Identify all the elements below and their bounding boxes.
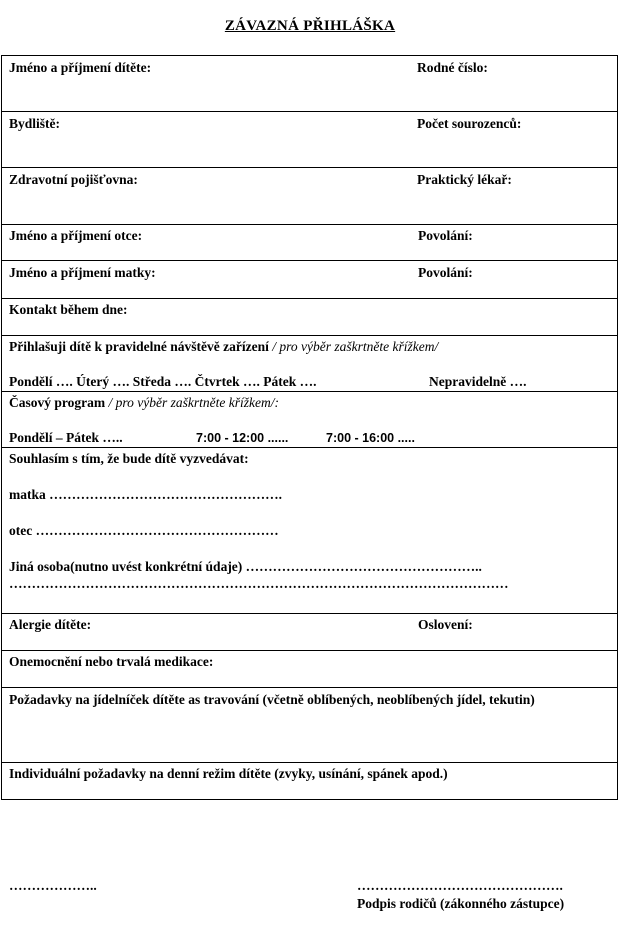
row-mother[interactable] [2, 261, 617, 299]
label-father-job: Povolání: [418, 228, 473, 243]
date-line[interactable]: ……………….. [9, 878, 97, 893]
row-schedule[interactable] [2, 392, 617, 448]
attendance-days[interactable]: Pondělí …. Úterý …. Středa …. Čtvrtek …. Pátek …. [9, 374, 317, 389]
label-birth-number: Rodné číslo: [417, 60, 488, 75]
label-contact: Kontakt během dne: [9, 302, 128, 317]
label-doctor: Praktický lékař: [417, 172, 512, 187]
signature-label: Podpis rodičů (zákonného zástupce) [357, 896, 565, 911]
label-pickup: Souhlasím s tím, že bude dítě vyzvedávat: [9, 451, 249, 466]
label-schedule: Časový program [9, 395, 106, 410]
label-routine: Individuální požadavky na denní režim dítěte (zvyky, usínání, spánek apod.) [9, 766, 448, 781]
label-insurance: Zdravotní pojišťovna: [9, 172, 138, 187]
pickup-mother-line[interactable]: matka ……………………………………………. [9, 487, 282, 502]
row-father[interactable] [2, 225, 617, 261]
registration-form [1, 55, 618, 800]
signature-line[interactable]: ………………………………………. [357, 878, 563, 893]
label-salutation: Oslovení: [418, 617, 473, 632]
pickup-father-line[interactable]: otec ……………………………………………… [9, 523, 279, 538]
row-attendance[interactable] [2, 336, 617, 392]
schedule-option-full-day[interactable]: 7:00 - 16:00 ..... [326, 431, 415, 445]
row-child-name[interactable] [2, 56, 617, 112]
label-address: Bydliště: [9, 116, 61, 131]
form-title: ZÁVAZNÁ PŘIHLÁŠKA [224, 18, 396, 34]
schedule-heading [9, 395, 279, 411]
row-contact[interactable] [2, 299, 617, 336]
label-child-name: Jméno a příjmení dítěte: [9, 60, 152, 75]
row-allergy[interactable] [2, 614, 617, 651]
attendance-heading [9, 339, 438, 355]
label-illness: Onemocnění nebo trvalá medikace: [9, 654, 214, 669]
row-diet[interactable] [2, 688, 617, 763]
attendance-irregular[interactable]: Nepravidelně …. [429, 374, 527, 389]
schedule-option-morning[interactable]: 7:00 - 12:00 ...... [196, 431, 289, 445]
label-allergy: Alergie dítěte: [9, 617, 92, 632]
label-mother-name: Jméno a příjmení matky: [9, 265, 156, 280]
row-address[interactable] [2, 112, 617, 168]
label-attendance: Přihlašuji dítě k pravidelné návštěvě zařízení [9, 339, 269, 354]
schedule-note: / pro výběr zaškrtněte křížkem/: [108, 395, 279, 410]
pickup-other-line[interactable]: Jiná osoba(nutno uvést konkrétní údaje) …………………………………………….. [9, 559, 482, 574]
label-diet: Požadavky na jídelníček dítěte as travování (včetně oblíbených, neoblíbených jídel, tekutin) [9, 692, 535, 707]
row-pickup[interactable] [2, 448, 617, 614]
attendance-note: / pro výběr zaškrtněte křížkem/ [272, 339, 439, 354]
row-insurance[interactable] [2, 168, 617, 225]
label-siblings: Počet sourozenců: [417, 116, 522, 131]
row-routine[interactable] [2, 763, 617, 800]
pickup-other-continuation[interactable]: ………………………………………………………………………………………………… [9, 576, 509, 591]
row-illness[interactable] [2, 651, 617, 688]
label-mother-job: Povolání: [418, 265, 473, 280]
label-father-name: Jméno a příjmení otce: [9, 228, 143, 243]
schedule-days[interactable]: Pondělí – Pátek ….. [9, 430, 123, 445]
